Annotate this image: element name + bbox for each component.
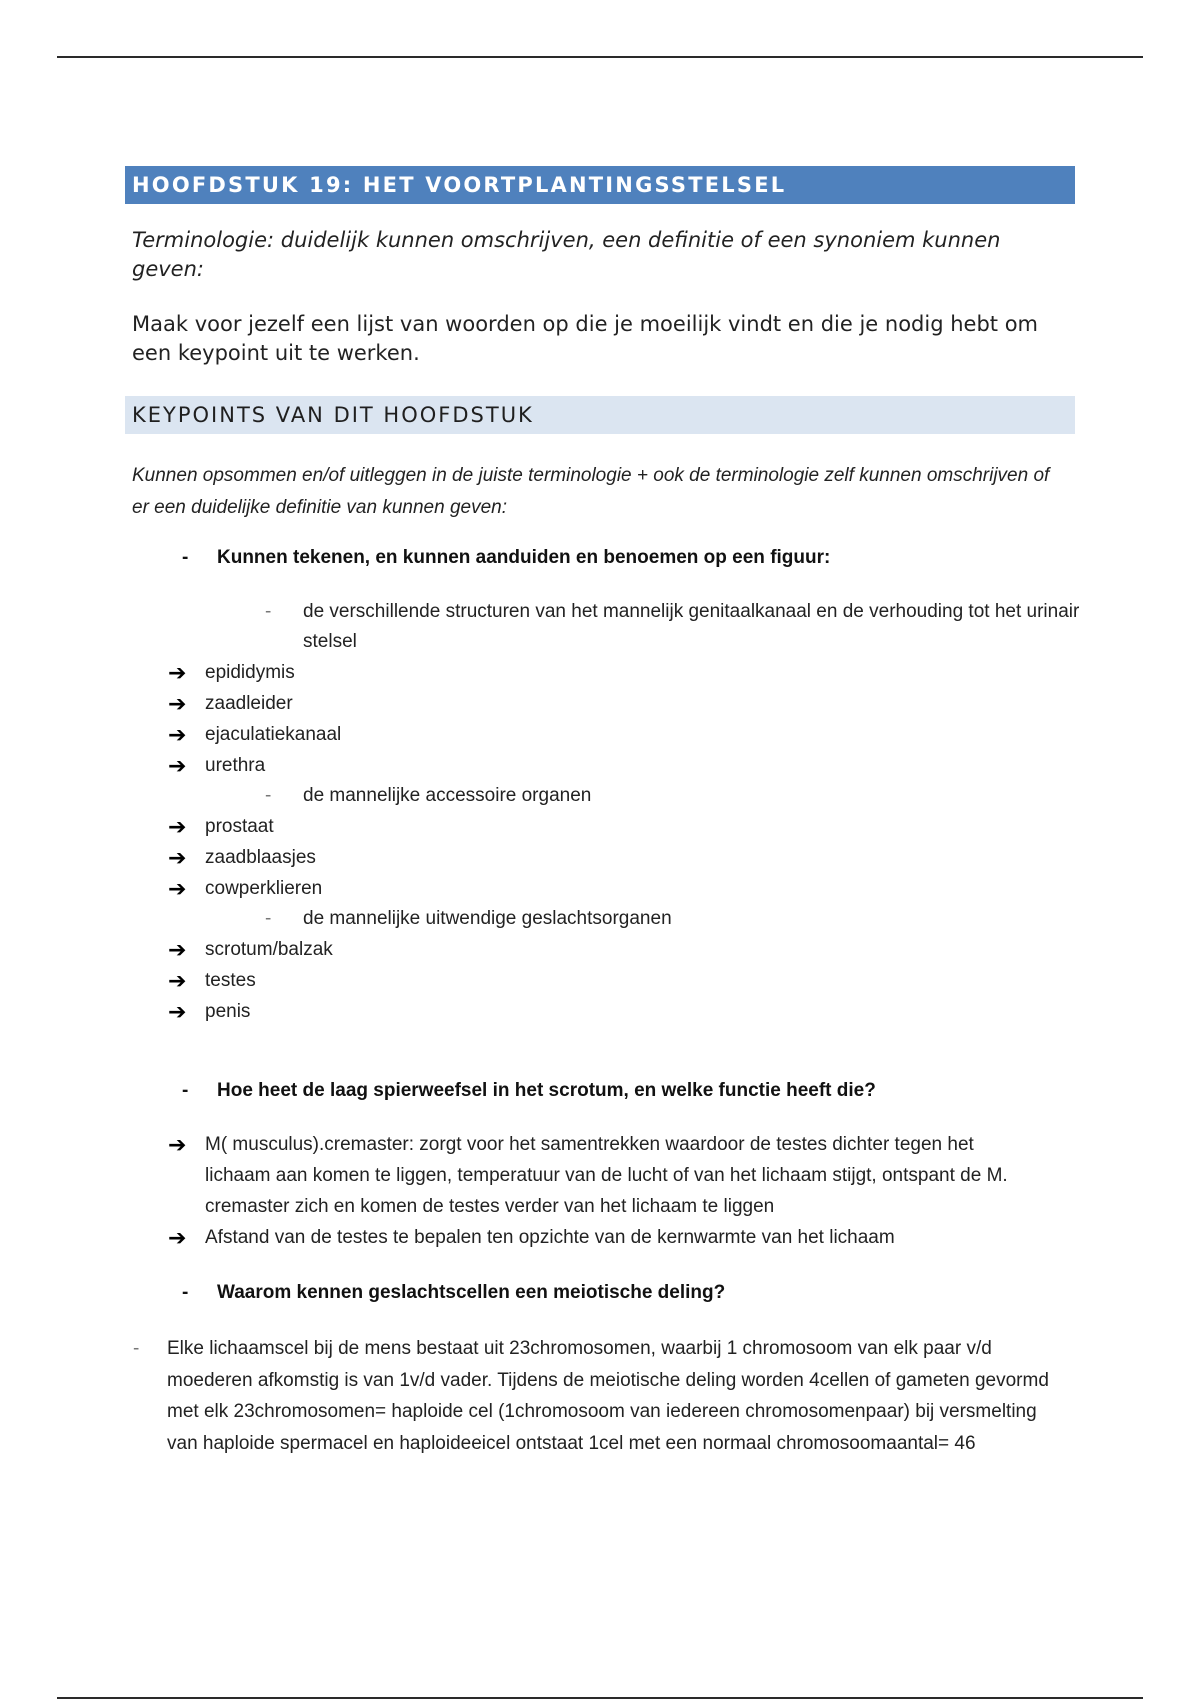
bullet-dash: - [182, 547, 189, 568]
list-item: ➔ urethra [125, 750, 1040, 781]
bullet-dash: - [182, 1282, 189, 1303]
question-2-text: Hoe heet de laag spierweefsel in het scrotum, en welke functie heeft die? [217, 1080, 876, 1101]
arrow-icon: ➔ [168, 722, 187, 747]
group-1-label: - de verschillende structuren van het mannelijk genitaalkanaal en de verhouding tot het urinair stelsel [125, 597, 1083, 657]
bullet-dash: - [265, 785, 272, 806]
question-1-text: Kunnen tekenen, en kunnen aanduiden en benoemen op een figuur: [217, 547, 831, 568]
arrow-icon: ➔ [168, 1132, 187, 1157]
arrow-icon: ➔ [168, 937, 187, 962]
keypoints-heading: KEYPOINTS VAN DIT HOOFDSTUK [125, 396, 1075, 434]
question-3-text: Waarom kennen geslachtscellen een meiotische deling? [217, 1282, 726, 1303]
list-item: ➔ zaadblaasjes [125, 842, 1040, 873]
arrow-icon: ➔ [168, 999, 187, 1024]
terminology-intro: Terminologie: duidelijk kunnen omschrijven, een definitie of een synoniem kunnen geven: [132, 228, 1001, 281]
list-item: ➔ cowperklieren [125, 873, 1040, 904]
arrow-icon: ➔ [168, 876, 187, 901]
task-text: Maak voor jezelf een lijst van woorden op die je moeilijk vindt en die je nodig hebt om een keypoint uit te werken. [132, 312, 1039, 365]
answer-item: ➔ M( musculus).cremaster: zorgt voor het samentrekken waardoor de testes dichter tegen het lichaam aan komen te liggen, temperatuur van de lucht of van het lichaam stijgt, ontspant de M. cremaster zich en komen de testes verder van het lichaam te liggen [125, 1129, 1040, 1222]
top-rule [57, 56, 1143, 58]
list-item: ➔ ejaculatiekanaal [125, 719, 1040, 750]
arrow-icon: ➔ [168, 968, 187, 993]
chapter-title: HOOFDSTUK 19: HET VOORTPLANTINGSSTELSEL [125, 166, 1075, 204]
bullet-dash: - [265, 601, 272, 622]
bullet-dash: - [133, 1338, 140, 1359]
arrow-icon: ➔ [168, 1225, 187, 1250]
list-item: ➔ prostaat [125, 811, 1040, 842]
question-1 [125, 544, 1075, 572]
bottom-rule [57, 1697, 1143, 1699]
group-2-label: - de mannelijke accessoire organen [125, 781, 1083, 811]
keypoints-lead: Kunnen opsommen en/of uitleggen in de juiste terminologie + ook de terminologie zelf kunnen omschrijven of er een duidelijke definitie van kunnen geven: [132, 465, 1050, 518]
arrow-icon: ➔ [168, 660, 187, 685]
bullet-dash: - [265, 908, 272, 929]
arrow-icon: ➔ [168, 814, 187, 839]
list-item: ➔ zaadleider [125, 688, 1040, 719]
group-3-label: - de mannelijke uitwendige geslachtsorganen [125, 904, 1083, 934]
arrow-icon: ➔ [168, 753, 187, 778]
list-item: ➔ testes [125, 965, 1040, 996]
answer-item: ➔ Afstand van de testes te bepalen ten opzichte van de kernwarmte van het lichaam [125, 1222, 1040, 1253]
question-2 [125, 1077, 1075, 1105]
list-item: ➔ epididymis [125, 657, 1040, 688]
document-content [125, 166, 1080, 1459]
question-3 [125, 1279, 1075, 1307]
list-item: ➔ penis [125, 996, 1040, 1027]
arrow-icon: ➔ [168, 691, 187, 716]
list-item: ➔ scrotum/balzak [125, 934, 1040, 965]
answer-paragraph: - Elke lichaamscel bij de mens bestaat uit 23chromosomen, waarbij 1 chromosoom van elk paar v/d moederen afkomstig is van 1v/d vader. Tijdens de meiotische deling worden 4cellen of gameten gevormd met elk 23chromosomen= haploide cel (1chromosoom van iedereen chromosomenpaar) bij versmelting van haploide spermacel en haploideeicel ontstaat 1cel met een normaal chromosoomaantal= 46 [125, 1333, 1055, 1459]
bullet-dash: - [182, 1080, 189, 1101]
arrow-icon: ➔ [168, 845, 187, 870]
